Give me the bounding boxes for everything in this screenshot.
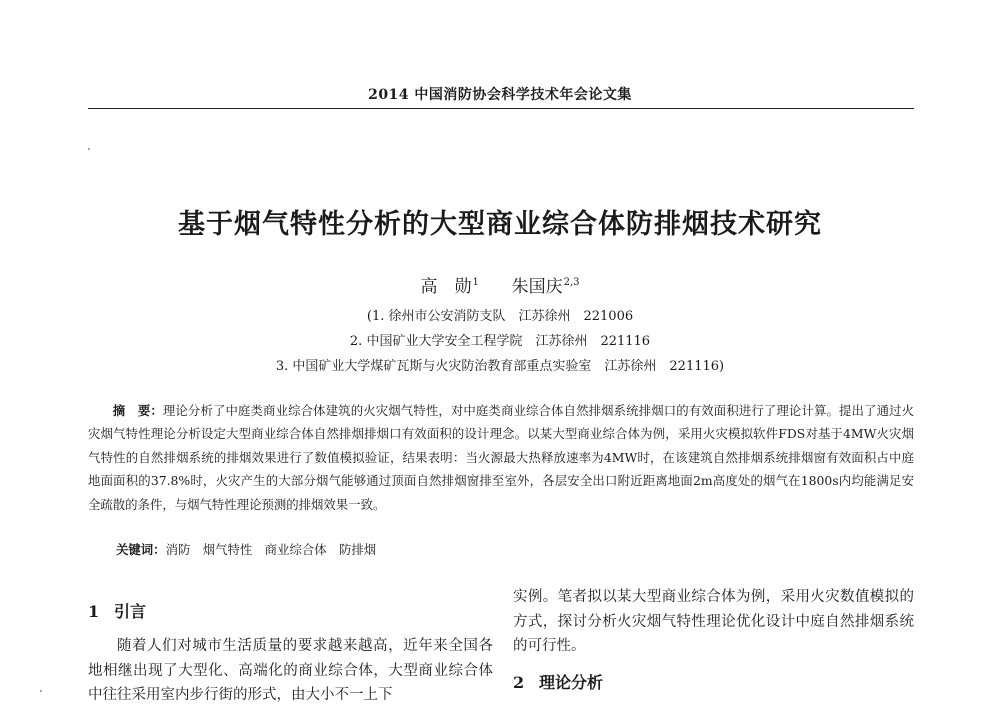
author-affiliation-mark: 1 (472, 277, 479, 288)
affiliation-2: 2. 中国矿业大学安全工程学院 江苏徐州 221116 (349, 334, 651, 349)
author-line (0, 272, 1000, 297)
abstract (88, 399, 914, 516)
affiliation-3: 3. 中国矿业大学煤矿瓦斯与火灾防治教育部重点实验室 江苏徐州 221116) (275, 359, 725, 374)
scan-speck (40, 690, 42, 692)
author-affiliation-mark: 2,3 (563, 277, 580, 288)
keywords-label: 关键词： (116, 542, 166, 557)
keywords-text: 消防 烟气特性 商业综合体 防排烟 (165, 542, 377, 557)
abstract-label: 摘 要： (112, 403, 163, 418)
running-head: 2014 中国消防协会科学技术年会论文集 (368, 87, 632, 103)
header-rule (88, 108, 914, 109)
abstract-text: 理论分析了中庭类商业综合体建筑的火灾烟气特性，对中庭类商业综合体自然排烟系统排烟口的有效面积进行了理论计算。提出了通过火灾烟气特性理论分析设定大型商业综合体自然排烟排烟口有效面积的设计理念。以某大型商业综合体为例，采用火灾模拟软件FDS对基于4MW火灾烟气特性的自然排烟系统的排烟效果进行了数值模拟验证，结果表明：当火源最大热释放速率为4MW时，在该建筑自然排烟系统排烟窗有效面积占中庭地面面积的37.8%时，火灾产生的大部分烟气能够通过顶面自然排烟窗排至室外，各层安全出口附近距离地面2m高度处的烟气在1800s内均能满足安全疏散的条件，与烟气特性理论预测的排烟效果一致。 (88, 403, 915, 512)
section-title: 引言 (114, 602, 147, 621)
intro-paragraph-left: 随着人们对城市生活质量的要求越来越高，近年来全国各地相继出现了大型化、高端化的商业综合体，大型商业综合体中往往采用室内步行街的形式，由大小不一上下 (88, 638, 493, 703)
section-heading-analysis (513, 670, 603, 693)
scan-speck (88, 148, 90, 150)
section-title: 理论分析 (539, 673, 604, 692)
keywords (116, 540, 376, 558)
paper-title: 基于烟气特性分析的大型商业综合体防排烟技术研究 (178, 209, 822, 240)
author-name: 朱国庆 (511, 277, 563, 297)
intro-paragraph-right: 实例。笔者拟以某大型商业综合体为例，采用火灾数值模拟的方式，探讨分析火灾烟气特性理论优化设计中庭自然排烟系统的可行性。 (513, 589, 914, 654)
section-number: 2 (513, 673, 525, 692)
affiliation-1: (1. 徐州市公安消防支队 江苏徐州 221006 (366, 309, 634, 324)
section-heading-intro (88, 599, 146, 622)
author-name: 高 勋 (420, 277, 472, 297)
section-number: 1 (88, 602, 100, 621)
